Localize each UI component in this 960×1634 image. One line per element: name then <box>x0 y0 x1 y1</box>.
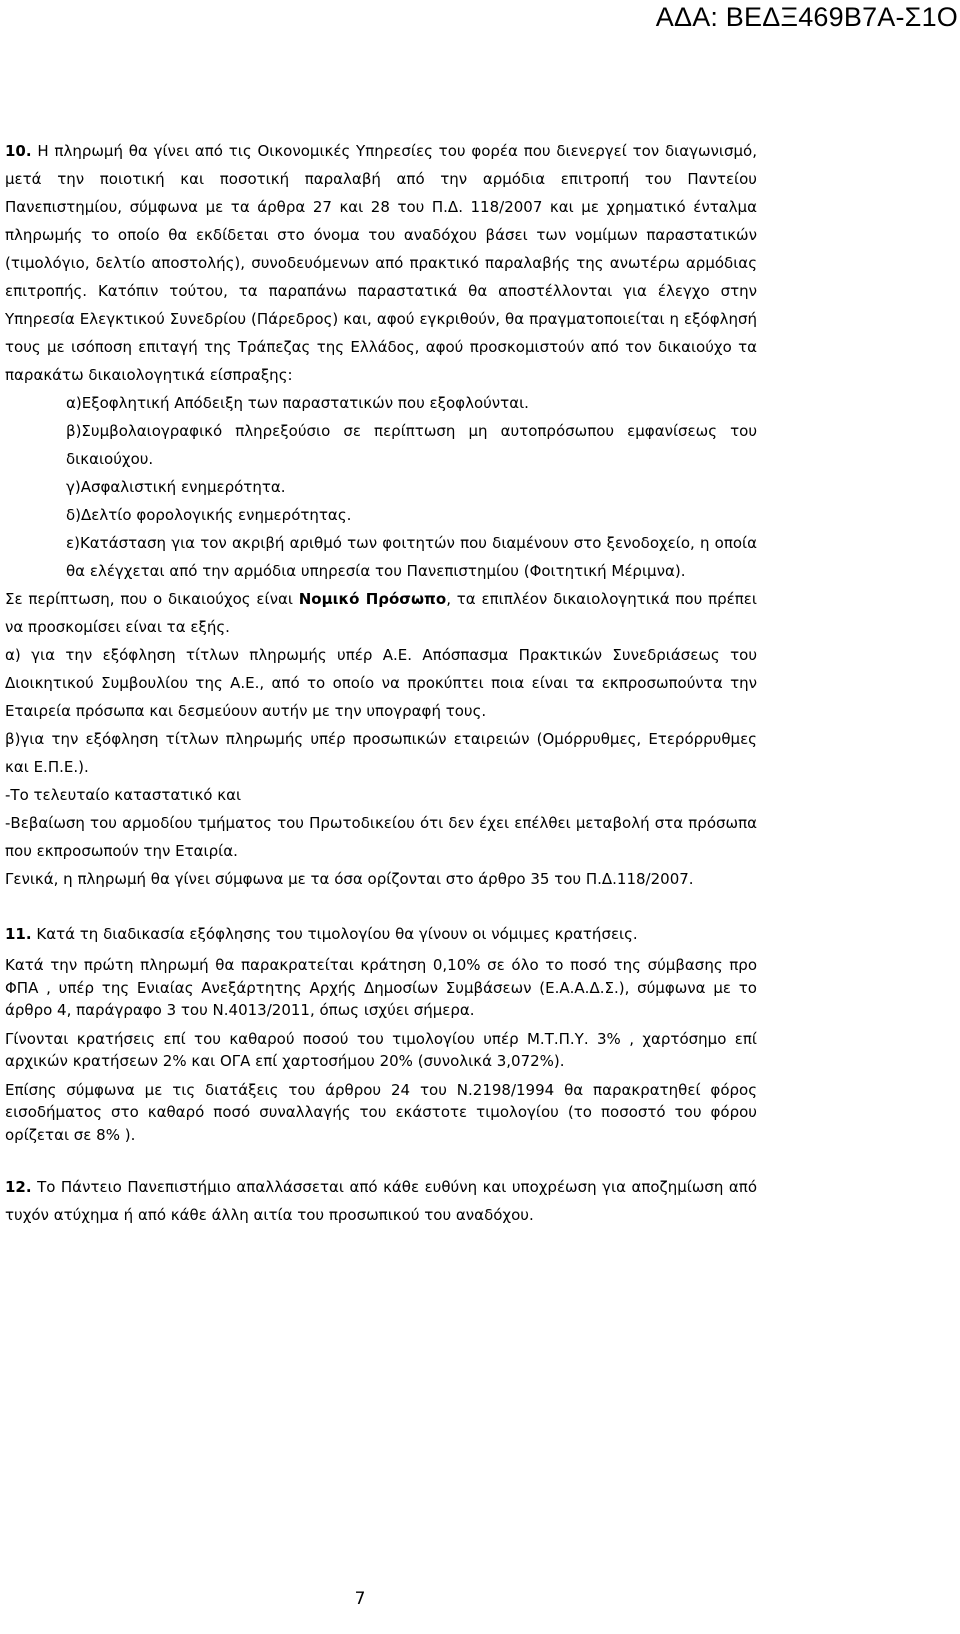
legal-entity-post: , τα επιπλέον δικαιολογητικά που πρέπει να προσκομίσει είναι τα εξής. <box>5 590 757 636</box>
section-12-paragraph <box>5 1173 757 1229</box>
section-11-para-1: Κατά την πρώτη πληρωμή θα παρακρατείται κράτηση 0,10% σε όλο το ποσό της σύμβασης προ ΦΠΑ , υπέρ της Ενιαίας Ανεξάρτητης Αρχής Δημοσίων Συμβάσεων (Ε.Α.Α.Δ.Σ.), σύμφωνα με το άρθρο 4, παράγραφο 3 του Ν.4013/2011, όπως ισχύει σήμερα. <box>5 956 757 1019</box>
legal-entity-paragraph <box>5 585 757 641</box>
legal-point-a: α) για την εξόφληση τίτλων πληρωμής υπέρ Α.Ε. Απόσπασμα Πρακτικών Συνεδριάσεως του Διοικητικού Συμβουλίου της Α.Ε., από το οποίο να προκύπτει ποια είναι τα εκπροσωπούντα την Εταιρεία πρόσωπα και δεσμεύουν αυτήν με την υπογραφή τους. <box>5 646 757 720</box>
legal-point-b: β)για την εξόφληση τίτλων πληρωμής υπέρ προσωπικών εταιρειών (Ομόρρυθμες, Ετερόρρυθμες και Ε.Π.Ε.). <box>5 730 757 776</box>
section-11-lead-text: Κατά τη διαδικασία εξόφλησης του τιμολογίου θα γίνουν οι νόμιμες κρατήσεις. <box>36 925 638 943</box>
doc-item-b: β)Συμβολαιογραφικό πληρεξούσιο σε περίπτωση μη αυτοπρόσωπου εμφανίσεως του δικαιούχου. <box>66 422 757 468</box>
legal-entity-pre: Σε περίπτωση, που ο δικαιούχος είναι <box>5 590 299 608</box>
general-payment-note: Γενικά, η πληρωμή θα γίνει σύμφωνα με τα όσα ορίζονται στο άρθρο 35 του Π.Δ.118/2007. <box>5 870 694 888</box>
section-11-lead <box>5 920 757 948</box>
legal-dash-2: -Βεβαίωση του αρμοδίου τμήματος του Πρωτοδικείου ότι δεν έχει επέλθει μεταβολή στα πρόσωπα που εκπροσωπούν την Εταιρία. <box>5 814 757 860</box>
ada-header: ΑΔΑ: ΒΕΔΞ469Β7Α-Σ1Ο <box>655 2 958 32</box>
section-10-intro <box>5 137 757 389</box>
section-11-para-3: Επίσης σύμφωνα με τις διατάξεις του άρθρου 24 του Ν.2198/1994 θα παρακρατηθεί φόρος εισοδήματος στο καθαρό ποσό συναλλαγής του εκάστοτε τιμολογίου (το ποσοστό του φόρου ορίζεται σε 8% ). <box>5 1080 757 1144</box>
legal-entity-bold: Νομικό Πρόσωπο <box>298 590 447 608</box>
doc-item-a: α)Εξοφλητική Απόδειξη των παραστατικών που εξοφλούνται. <box>66 394 529 412</box>
section-12-number: 12. <box>5 1178 32 1196</box>
section-11-number: 11. <box>5 925 32 943</box>
document-body <box>5 137 757 1229</box>
section-12-text: Το Πάντειο Πανεπιστήμιο απαλλάσσεται από κάθε ευθύνη και υποχρέωση για αποζημίωση από τυχόν ατύχημα ή από κάθε άλλη αιτία του προσωπικού του αναδόχου. <box>5 1178 757 1224</box>
section-10-intro-text: Η πληρωμή θα γίνει από τις Οικονομικές Υπηρεσίες του φορέα που διενεργεί τον διαγωνισμό, μετά την ποιοτική και ποσοτική παραλαβή από την αρμόδια επιτροπή του Παντείου Πανεπιστημίου, σύμφωνα με τα άρθρα 27 και 28 του Π.Δ. 118/2007 και με χρηματικό ένταλμα πληρωμής το οποίο θα εκδίδεται στο όνομα του αναδόχου βάσει των νομίμων παραστατικών (τιμολόγιο, δελτίο αποστολής), συνοδευόμενων από πρακτικό παραλαβής της ανωτέρω αρμόδιας επιτροπής. Κατόπιν τούτου, τα παραπάνω παραστατικά θα αποστέλλονται για έλεγχο στην Υπηρεσία Ελεγκτικού Συνεδρίου (Πάρεδρος) και, αφού εγκριθούν, θα πραγματοποιείται η εξόφλησή τους με ισόποση επιταγή της Τράπεζας της Ελλάδος, αφού προσκομιστούν από τον δικαιούχο τα παρακάτω δικαιολογητικά είσπραξης: <box>5 142 757 384</box>
doc-item-d: δ)Δελτίο φορολογικής ενημερότητας. <box>66 506 352 524</box>
section-10-number: 10. <box>5 142 32 160</box>
section-11-para-2: Γίνονται κρατήσεις επί του καθαρού ποσού του τιμολογίου υπέρ Μ.Τ.Π.Υ. 3% , χαρτόσημο επί αρχικών κρατήσεων 2% και ΟΓΑ επί χαρτοσήμου 20% (συνολικά 3,072%). <box>5 1029 757 1070</box>
doc-item-e: ε)Κατάσταση για τον ακριβή αριθμό των φοιτητών που διαμένουν στο ξενοδοχείο, η οποία θα ελέγχεται από την αρμόδια υπηρεσία του Πανεπιστημίου (Φοιτητική Μέριμνα). <box>66 534 757 580</box>
doc-item-c: γ)Ασφαλιστική ενημερότητα. <box>66 478 286 496</box>
page-number: 7 <box>354 1589 366 1609</box>
legal-dash-1: -Το τελευταίο καταστατικό και <box>5 786 242 804</box>
